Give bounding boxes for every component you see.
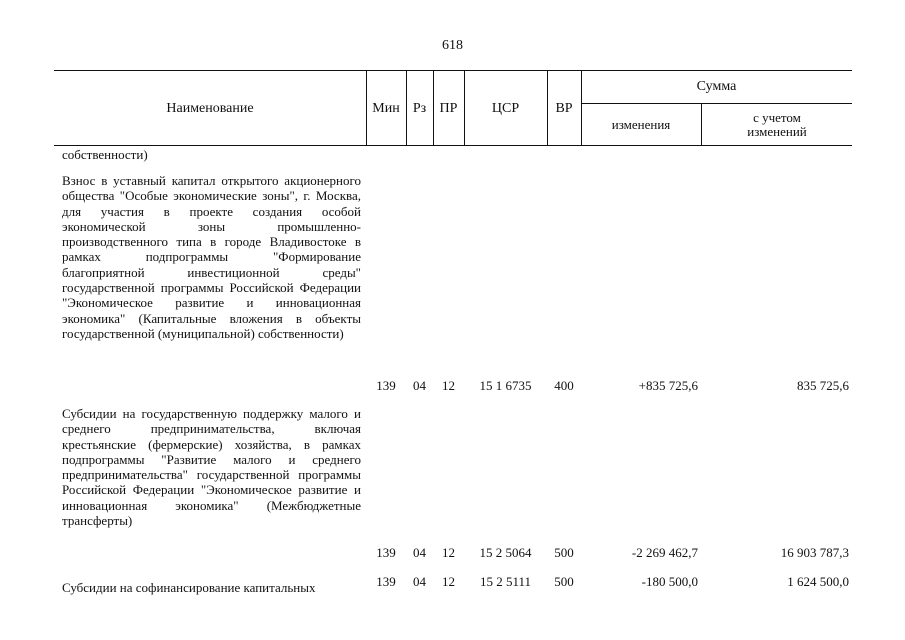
cell-change: +835 725,6: [638, 378, 698, 393]
cell-csr: 15 1 6735: [479, 378, 532, 393]
page-number: 618: [442, 38, 463, 53]
cell-rz: 04: [413, 378, 426, 393]
cell-total: 1 624 500,0: [787, 574, 849, 589]
cell-pr: 12: [442, 545, 455, 560]
cell-total: 16 903 787,3: [780, 545, 849, 560]
cell-vr: 400: [554, 378, 574, 393]
column-header-sum: Сумма: [696, 79, 737, 94]
table-row-name: Субсидии на государственную поддержку малого и среднего предпринимательства, включая крестьянские (фермерские) хозяйства, в рамках подпрограммы "Развитие малого и среднего предпринимательства" государственной программы Российской Федерации "Экономическое развитие и инновационная экономика" (Межбюджетные трансферты): [62, 406, 361, 529]
column-header-rz: Рз: [412, 100, 427, 116]
cell-min: 139: [376, 574, 396, 589]
column-header-with-changes: [702, 104, 852, 146]
cell-total: 835 725,6: [797, 378, 849, 393]
cell-csr: 15 2 5064: [479, 545, 532, 560]
column-header-pr: ПР: [439, 100, 458, 116]
table-row-name: Субсидии на софинансирование капитальных: [62, 580, 316, 595]
column-header-with-changes-line1: с учетом: [753, 110, 801, 125]
cell-vr: 500: [554, 545, 574, 560]
cell-pr: 12: [442, 378, 455, 393]
column-header-name: Наименование: [166, 100, 254, 116]
cell-pr: 12: [442, 574, 455, 589]
cell-vr: 500: [554, 574, 574, 589]
cell-min: 139: [376, 545, 396, 560]
continuation-text: собственности): [62, 147, 148, 162]
cell-change: -180 500,0: [641, 574, 698, 589]
table-row-name: Взнос в уставный капитал открытого акционерного общества "Особые экономические зоны", г. Москва, для участия в проекте создания особой экономической зоны промышленно-производственного типа в городе Владивостоке в рамках подпрограммы "Формирование благоприятной инвестиционной среды" государственной программы Российской Федерации "Экономическое развитие и инновационная экономика" (Капитальные вложения в объекты государственной (муниципальной) собственности): [62, 173, 361, 341]
table-row: [54, 574, 852, 590]
table-row: [54, 545, 852, 561]
column-header-vr: ВР: [555, 100, 573, 116]
column-header-min: Мин: [372, 100, 400, 116]
table-row: [54, 378, 852, 394]
cell-min: 139: [376, 378, 396, 393]
column-header-change: изменения: [611, 117, 671, 132]
cell-change: -2 269 462,7: [631, 545, 698, 560]
column-header-csr: ЦСР: [491, 100, 520, 116]
cell-rz: 04: [413, 545, 426, 560]
cell-csr: 15 2 5111: [479, 574, 532, 589]
column-header-with-changes-line2: изменений: [747, 124, 807, 139]
table-body: [54, 146, 852, 640]
table-header: [54, 70, 852, 146]
cell-rz: 04: [413, 574, 426, 589]
